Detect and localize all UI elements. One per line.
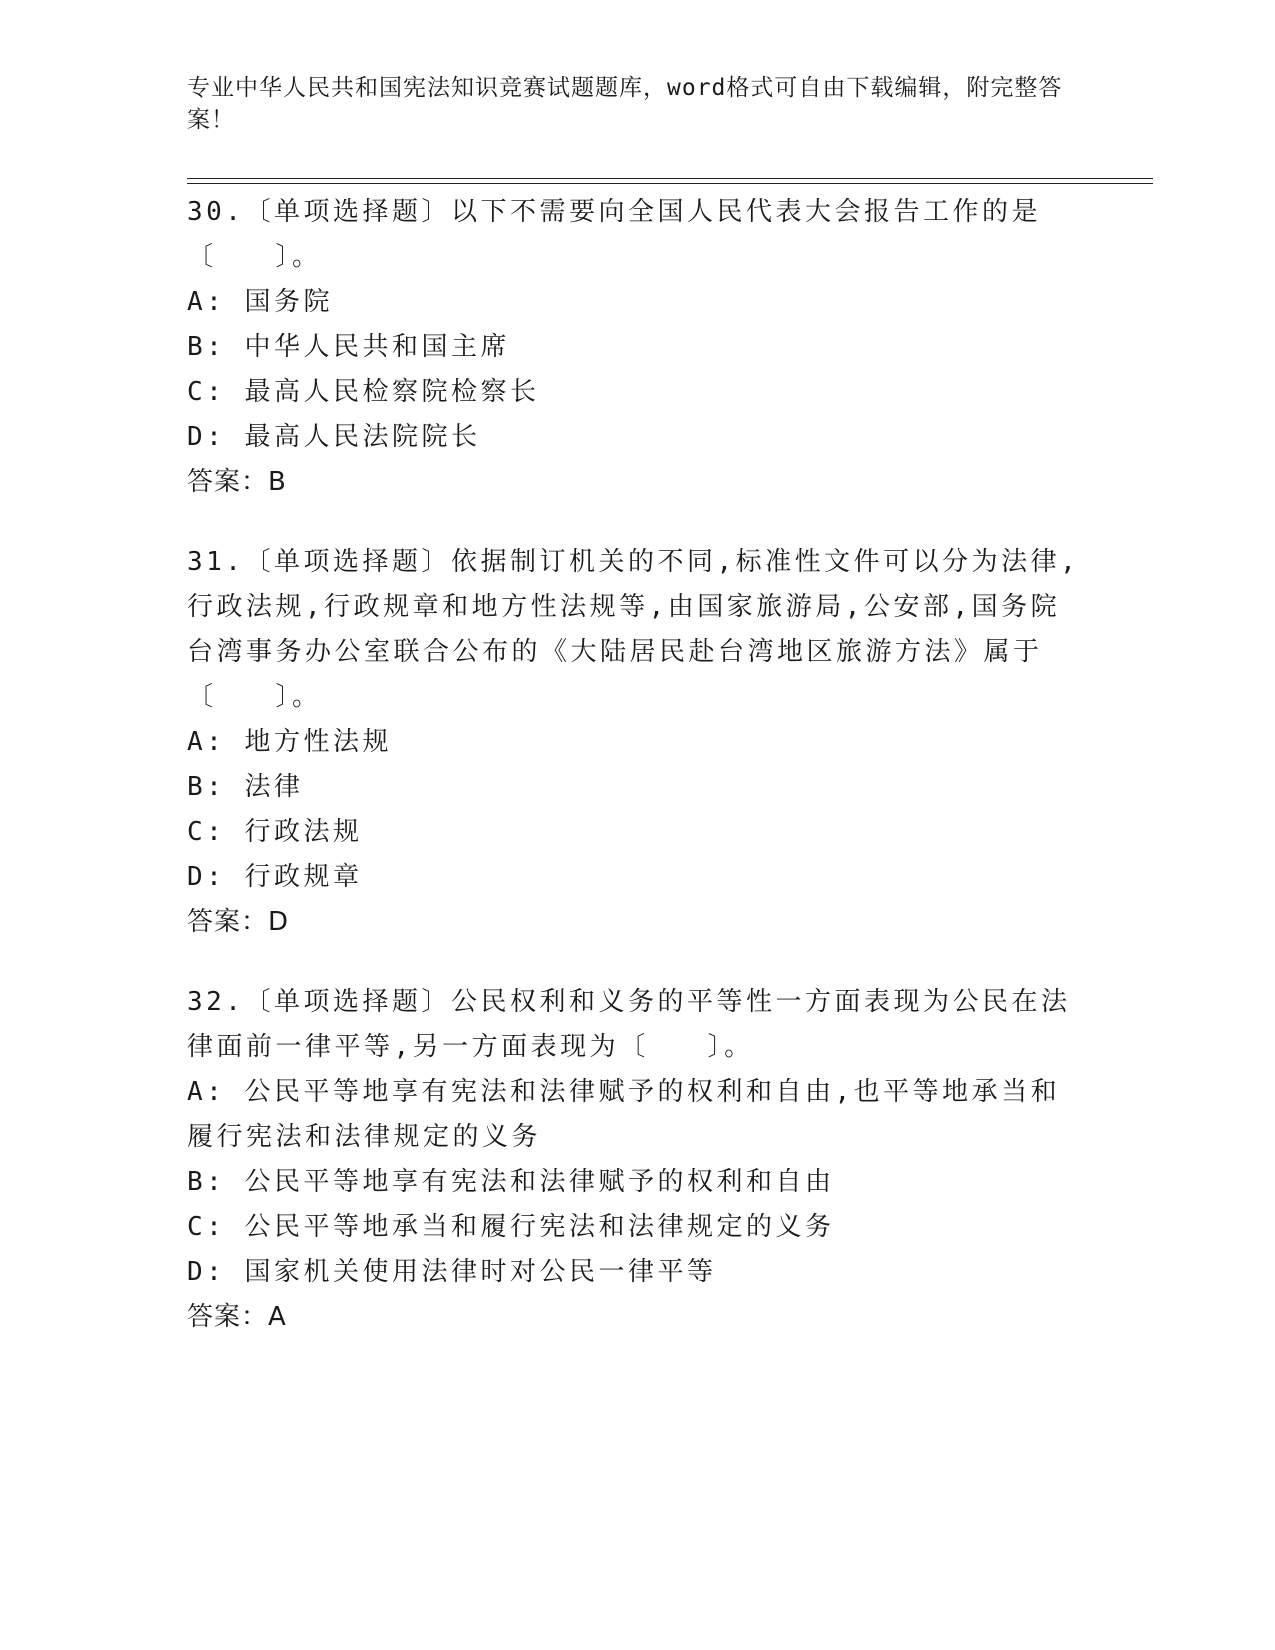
option-c: C: 行政法规	[187, 817, 363, 847]
option-b: B: 公民平等地享有宪法和法律赋予的权利和自由	[187, 1167, 835, 1197]
question-list	[187, 190, 1087, 1375]
option-c: C: 公民平等地承当和履行宪法和法律规定的义务	[187, 1212, 835, 1242]
option-d: D: 国家机关使用法律时对公民一律平等	[187, 1257, 717, 1287]
document-header: 专业中华人民共和国宪法知识竞赛试题题库，word格式可自由下载编辑，附完整答案！	[187, 75, 1063, 133]
option-b: B: 中华人民共和国主席	[187, 332, 510, 362]
option-d: D: 行政规章	[187, 862, 363, 892]
question-32	[187, 980, 1087, 1340]
question-31	[187, 540, 1087, 945]
header-divider-bottom	[187, 183, 1153, 184]
question-stem: 30.〔单项选择题〕以下不需要向全国人民代表大会报告工作的是〔 〕。	[187, 197, 1041, 272]
question-30	[187, 190, 1087, 505]
answer-line: 答案：A	[187, 1302, 287, 1332]
option-a: A: 国务院	[187, 287, 333, 317]
answer-line: 答案：B	[187, 467, 287, 497]
question-stem: 31.〔单项选择题〕依据制订机关的不同,标准性文件可以分为法律,行政法规,行政规章和地方性法规等,由国家旅游局,公安部,国务院台湾事务办公室联合公布的《大陆居民赴台湾地区旅游方法》属于〔 〕。	[187, 547, 1080, 712]
option-a: A: 公民平等地享有宪法和法律赋予的权利和自由,也平等地承当和履行宪法和法律规定的义务	[187, 1077, 1061, 1152]
answer-line: 答案：D	[187, 907, 290, 937]
option-b: B: 法律	[187, 772, 304, 802]
header-divider-top	[187, 178, 1153, 179]
option-c: C: 最高人民检察院检察长	[187, 377, 540, 407]
question-stem: 32.〔单项选择题〕公民权利和义务的平等性一方面表现为公民在法律面前一律平等,另一方面表现为〔 〕。	[187, 987, 1071, 1062]
option-a: A: 地方性法规	[187, 727, 392, 757]
option-d: D: 最高人民法院院长	[187, 422, 481, 452]
